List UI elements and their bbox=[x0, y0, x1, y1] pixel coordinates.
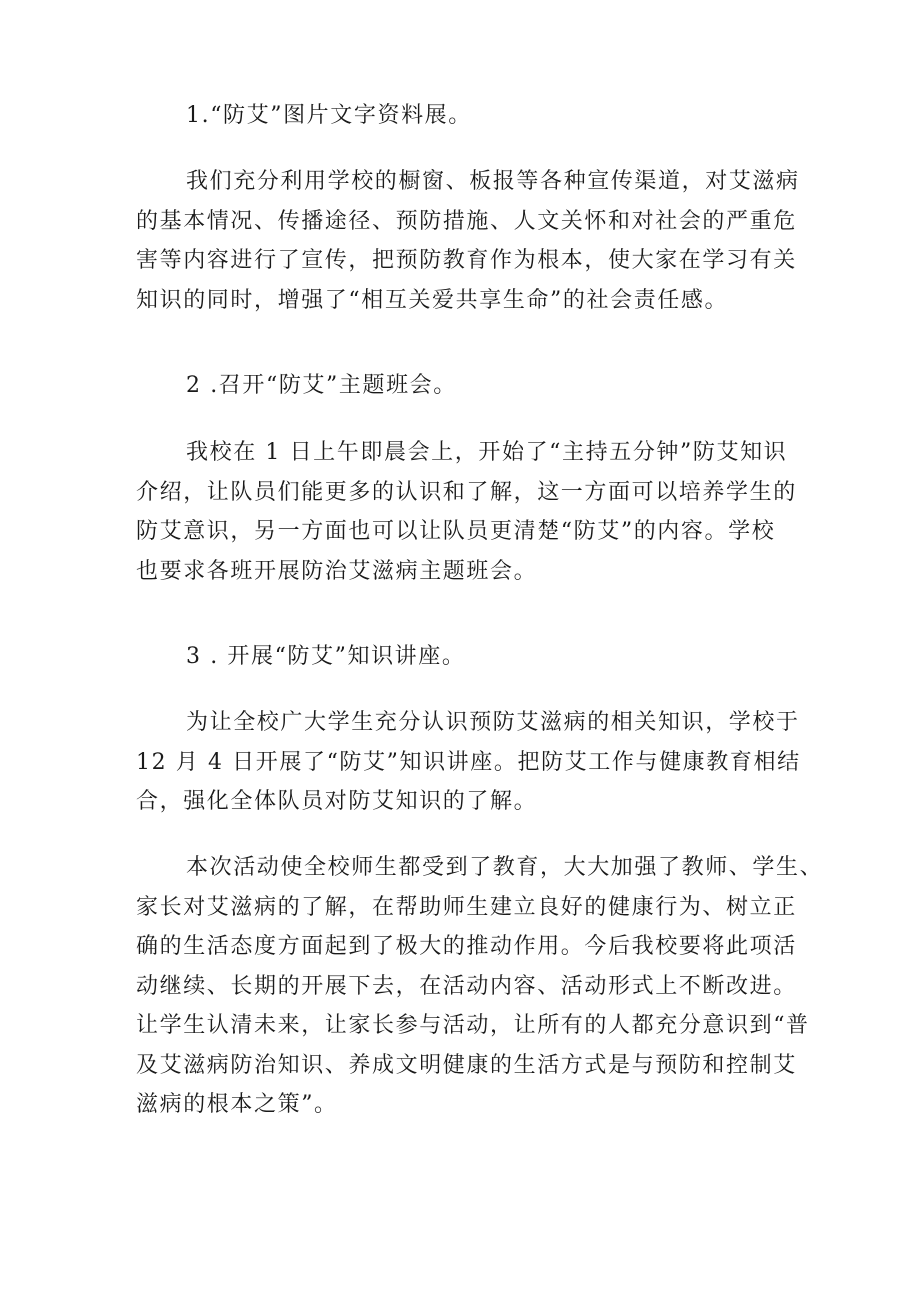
paragraph-line: 本次活动使全校师生都受到了教育，大大加强了教师、学生、 bbox=[186, 855, 824, 880]
section-heading-1 bbox=[136, 96, 796, 136]
paragraph-3 bbox=[136, 703, 801, 822]
paragraph-line: 滋病的根本之策”。 bbox=[136, 1092, 338, 1117]
section-heading-3 bbox=[136, 637, 796, 677]
paragraph-line: 确的生活态度方面起到了极大的推动作用。今后我校要将此项活 bbox=[136, 934, 797, 959]
section-heading-2 bbox=[136, 366, 796, 406]
heading-text: 1.“防艾”图片文字资料展。 bbox=[186, 103, 472, 128]
paragraph-line: 让学生认清未来，让家长参与活动，让所有的人都充分意识到“普 bbox=[136, 1013, 810, 1038]
heading-text: 3 . 开展“防艾”知识讲座。 bbox=[186, 644, 466, 669]
paragraph-line: 为让全校广大学生充分认识预防艾滋病的相关知识，学校于 bbox=[186, 710, 800, 735]
paragraph-2 bbox=[136, 433, 796, 591]
paragraph-line: 我们充分利用学校的橱窗、板报等各种宣传渠道，对艾滋病 bbox=[186, 169, 800, 194]
paragraph-1 bbox=[136, 162, 800, 320]
paragraph-line: 及艾滋病防治知识、养成文明健康的生活方式是与预防和控制艾 bbox=[136, 1052, 797, 1078]
heading-text: 2 .召开“防艾”主题班会。 bbox=[186, 373, 457, 398]
paragraph-line: 防艾意识，另一方面也可以让队员更清楚“防艾”的内容。学校 bbox=[136, 519, 776, 544]
paragraph-line: 合，强化全体队员对防艾知识的了解。 bbox=[136, 789, 538, 814]
paragraph-line: 家长对艾滋病的了解，在帮助师生建立良好的健康行为、树立正 bbox=[136, 894, 797, 920]
paragraph-line: 害等内容进行了宣传，把预防教育作为根本，使大家在学习有关 bbox=[136, 248, 797, 273]
paragraph-4 bbox=[136, 848, 824, 1125]
paragraph-line: 介绍，让队员们能更多的认识和了解，这一方面可以培养学生的 bbox=[136, 479, 797, 505]
paragraph-line: 我校在 1 日上午即晨会上，开始了“主持五分钟”防艾知识 bbox=[186, 440, 788, 465]
paragraph-line: 的基本情况、传播途径、预防措施、人文关怀和对社会的严重危 bbox=[136, 208, 797, 234]
paragraph-line: 动继续、长期的开展下去，在活动内容、活动形式上不断改进。 bbox=[136, 973, 797, 999]
paragraph-line: 也要求各班开展防治艾滋病主题班会。 bbox=[136, 558, 538, 584]
paragraph-line: 知识的同时，增强了“相互关爱共享生命”的社会责任感。 bbox=[136, 287, 729, 313]
paragraph-line: 12 月 4 日开展了“防艾”知识讲座。把防艾工作与健康教育相结 bbox=[136, 749, 801, 775]
